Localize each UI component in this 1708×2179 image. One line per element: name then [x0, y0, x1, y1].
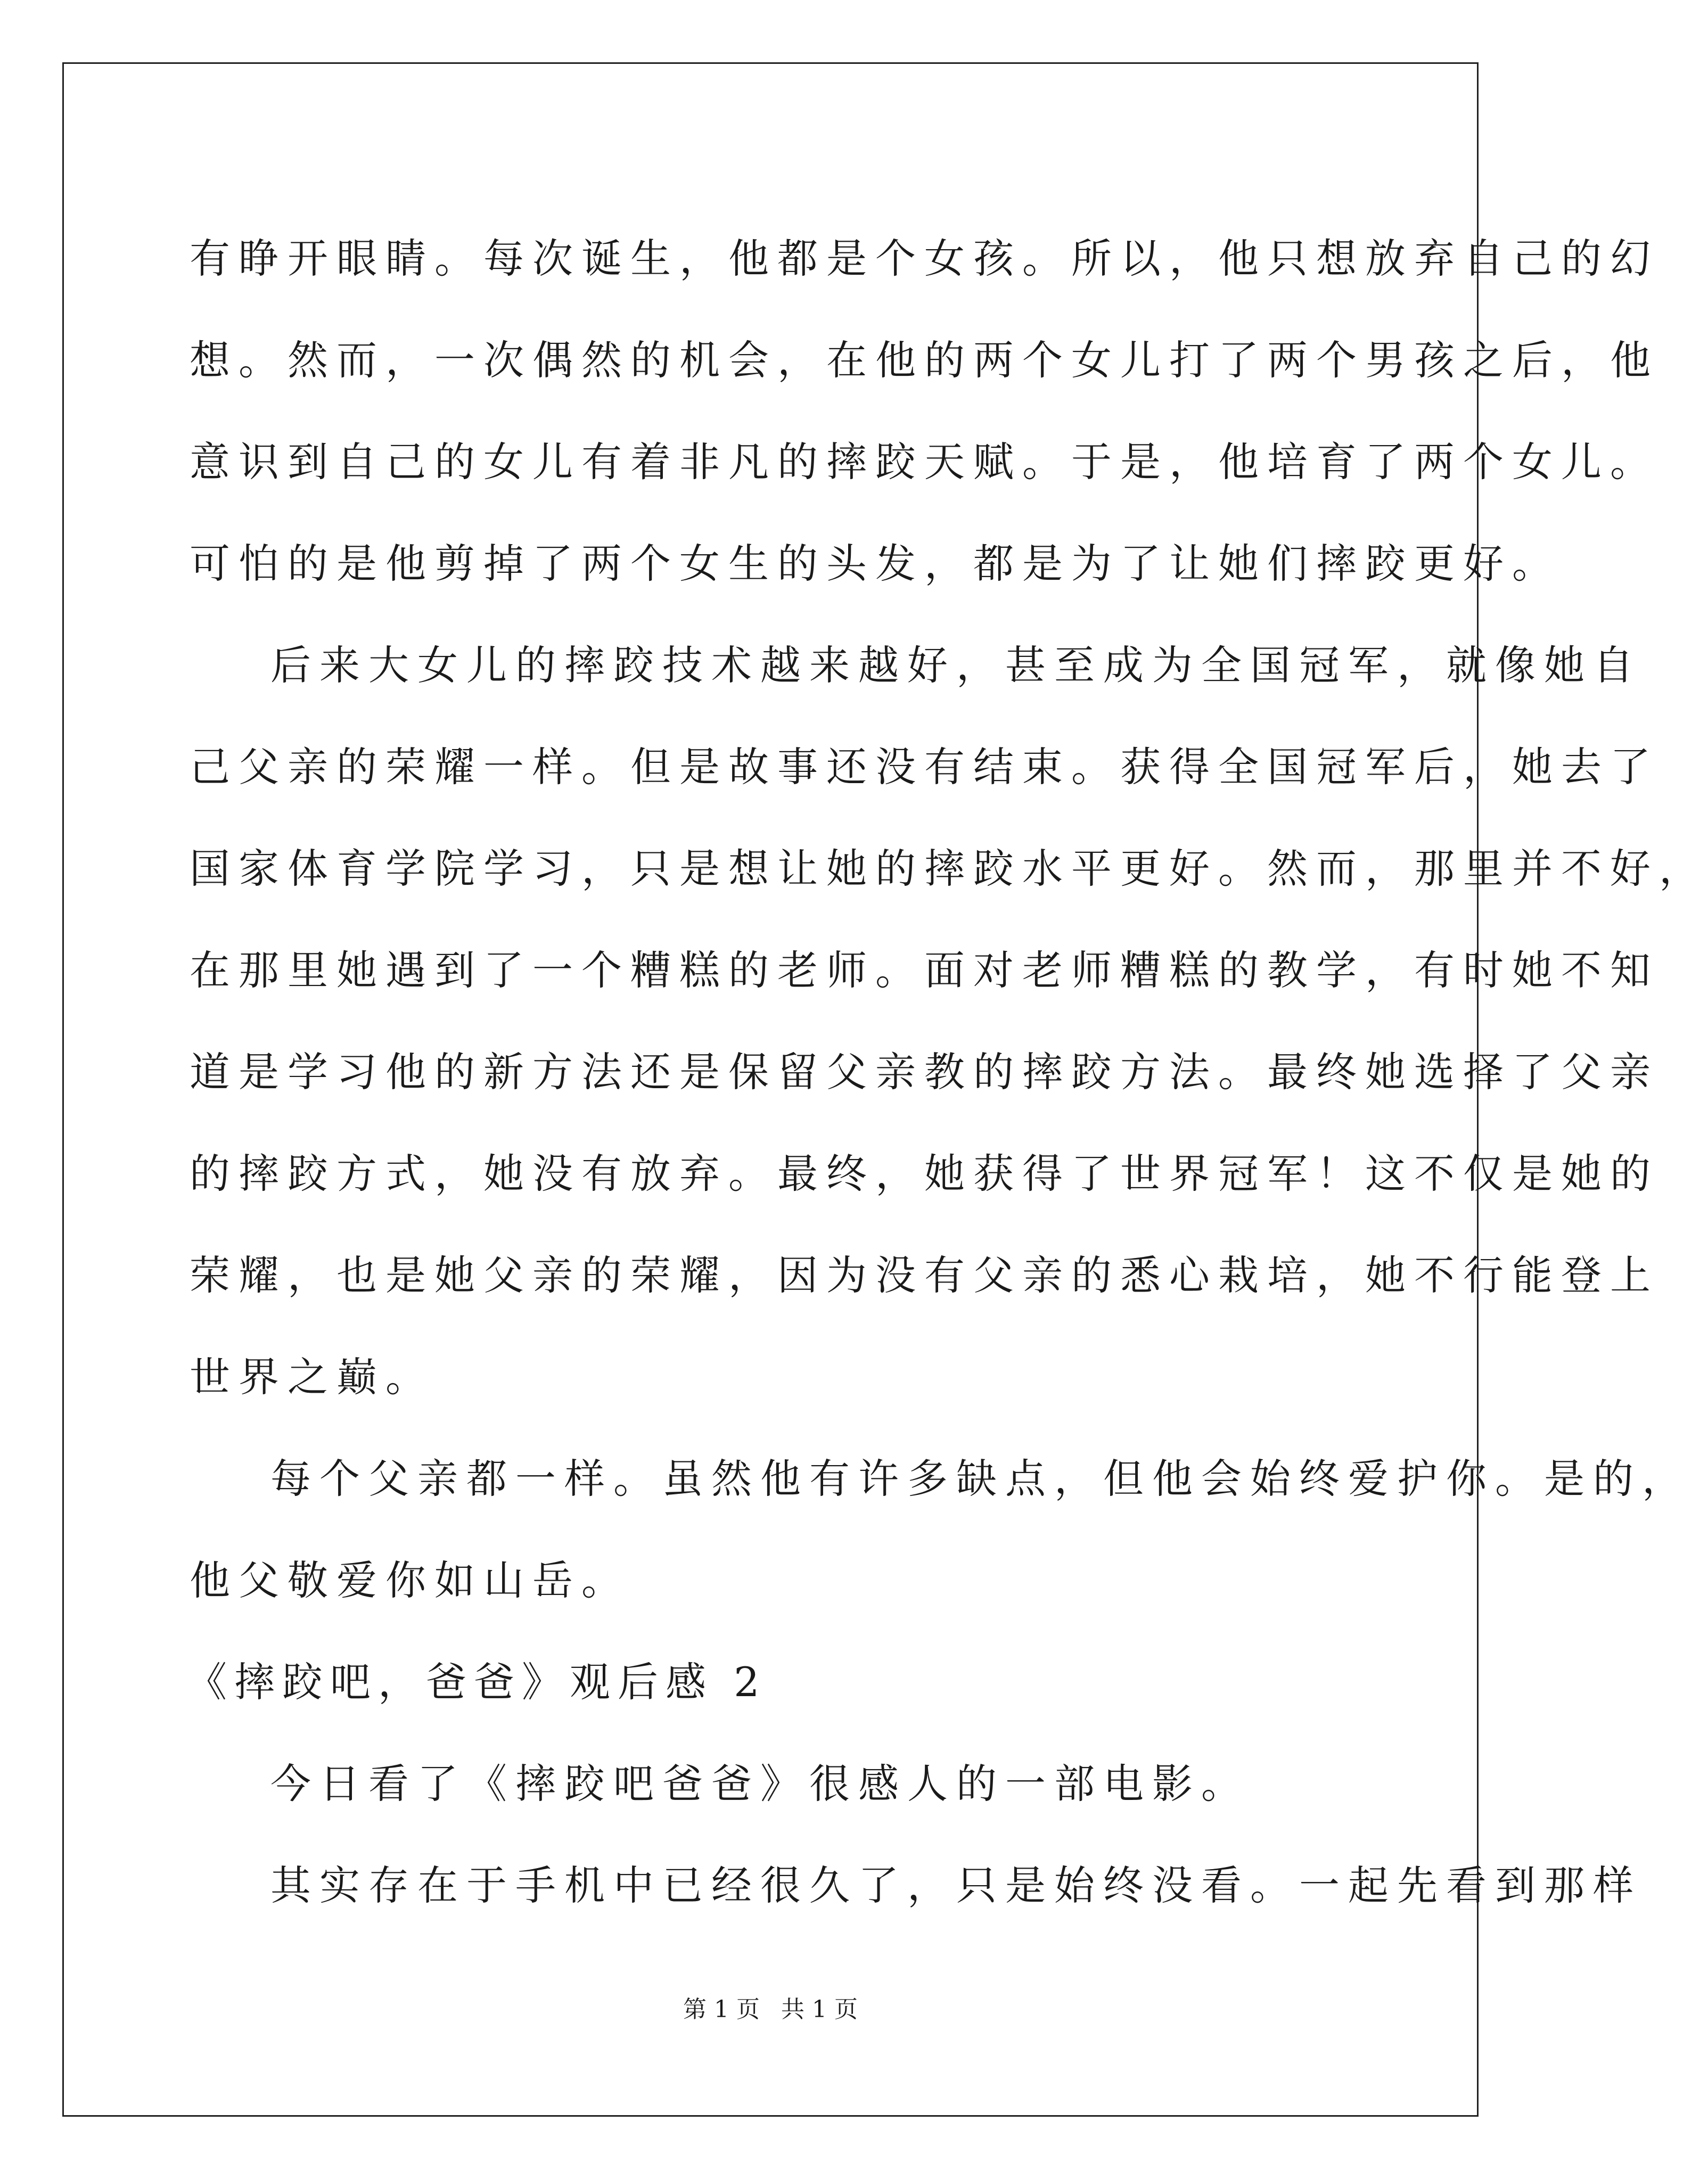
- text-line: 道是学习他的新方法还是保留父亲教的摔跤方法。最终她选择了父亲: [190, 1048, 1659, 1096]
- paragraph-start-line: 后来大女儿的摔跤技术越来越好，甚至成为全国冠军，就像她自: [270, 642, 1642, 689]
- document-body: [186, 208, 1708, 1936]
- text-line: 有睁开眼睛。每次诞生，他都是个女孩。所以，他只想放弃自己的幻: [190, 235, 1659, 282]
- text-line: 可怕的是他剪掉了两个女生的头发，都是为了让她们摔跤更好。: [190, 540, 1561, 587]
- page-number: 第 1 页: [683, 1996, 760, 2023]
- text-line: 己父亲的荣耀一样。但是故事还没有结束。获得全国冠军后，她去了: [190, 743, 1659, 791]
- text-line: 他父敬爱你如山岳。: [190, 1557, 630, 1604]
- page-footer: [0, 1994, 1541, 2026]
- page-total: 共 1 页: [781, 1996, 858, 2023]
- text-line: 荣耀，也是她父亲的荣耀，因为没有父亲的悉心栽培，她不行能登上: [190, 1252, 1659, 1299]
- paragraph-start-line: 每个父亲都一样。虽然他有许多缺点，但他会始终爱护你。是的，: [270, 1455, 1691, 1502]
- paragraph-start-line: 今日看了《摔跤吧爸爸》很感人的一部电影。: [270, 1760, 1250, 1807]
- text-line: 在那里她遇到了一个糟糕的老师。面对老师糟糕的教学，有时她不知: [190, 947, 1659, 994]
- text-line: 意识到自己的女儿有着非凡的摔跤天赋。于是，他培育了两个女儿。: [190, 438, 1659, 486]
- text-line: 的摔跤方式，她没有放弃。最终，她获得了世界冠军！这不仅是她的: [190, 1150, 1659, 1197]
- paragraph-start-line: 其实存在于手机中已经很久了，只是始终没看。一起先看到那样: [270, 1862, 1642, 1909]
- text-line: 想。然而，一次偶然的机会，在他的两个女儿打了两个男孩之后，他: [190, 336, 1659, 384]
- section-heading: 《摔跤吧，爸爸》观后感 2: [186, 1658, 767, 1706]
- text-line: 国家体育学院学习，只是想让她的摔跤水平更好。然而，那里并不好，: [190, 845, 1708, 892]
- text-line: 世界之巅。: [190, 1353, 434, 1401]
